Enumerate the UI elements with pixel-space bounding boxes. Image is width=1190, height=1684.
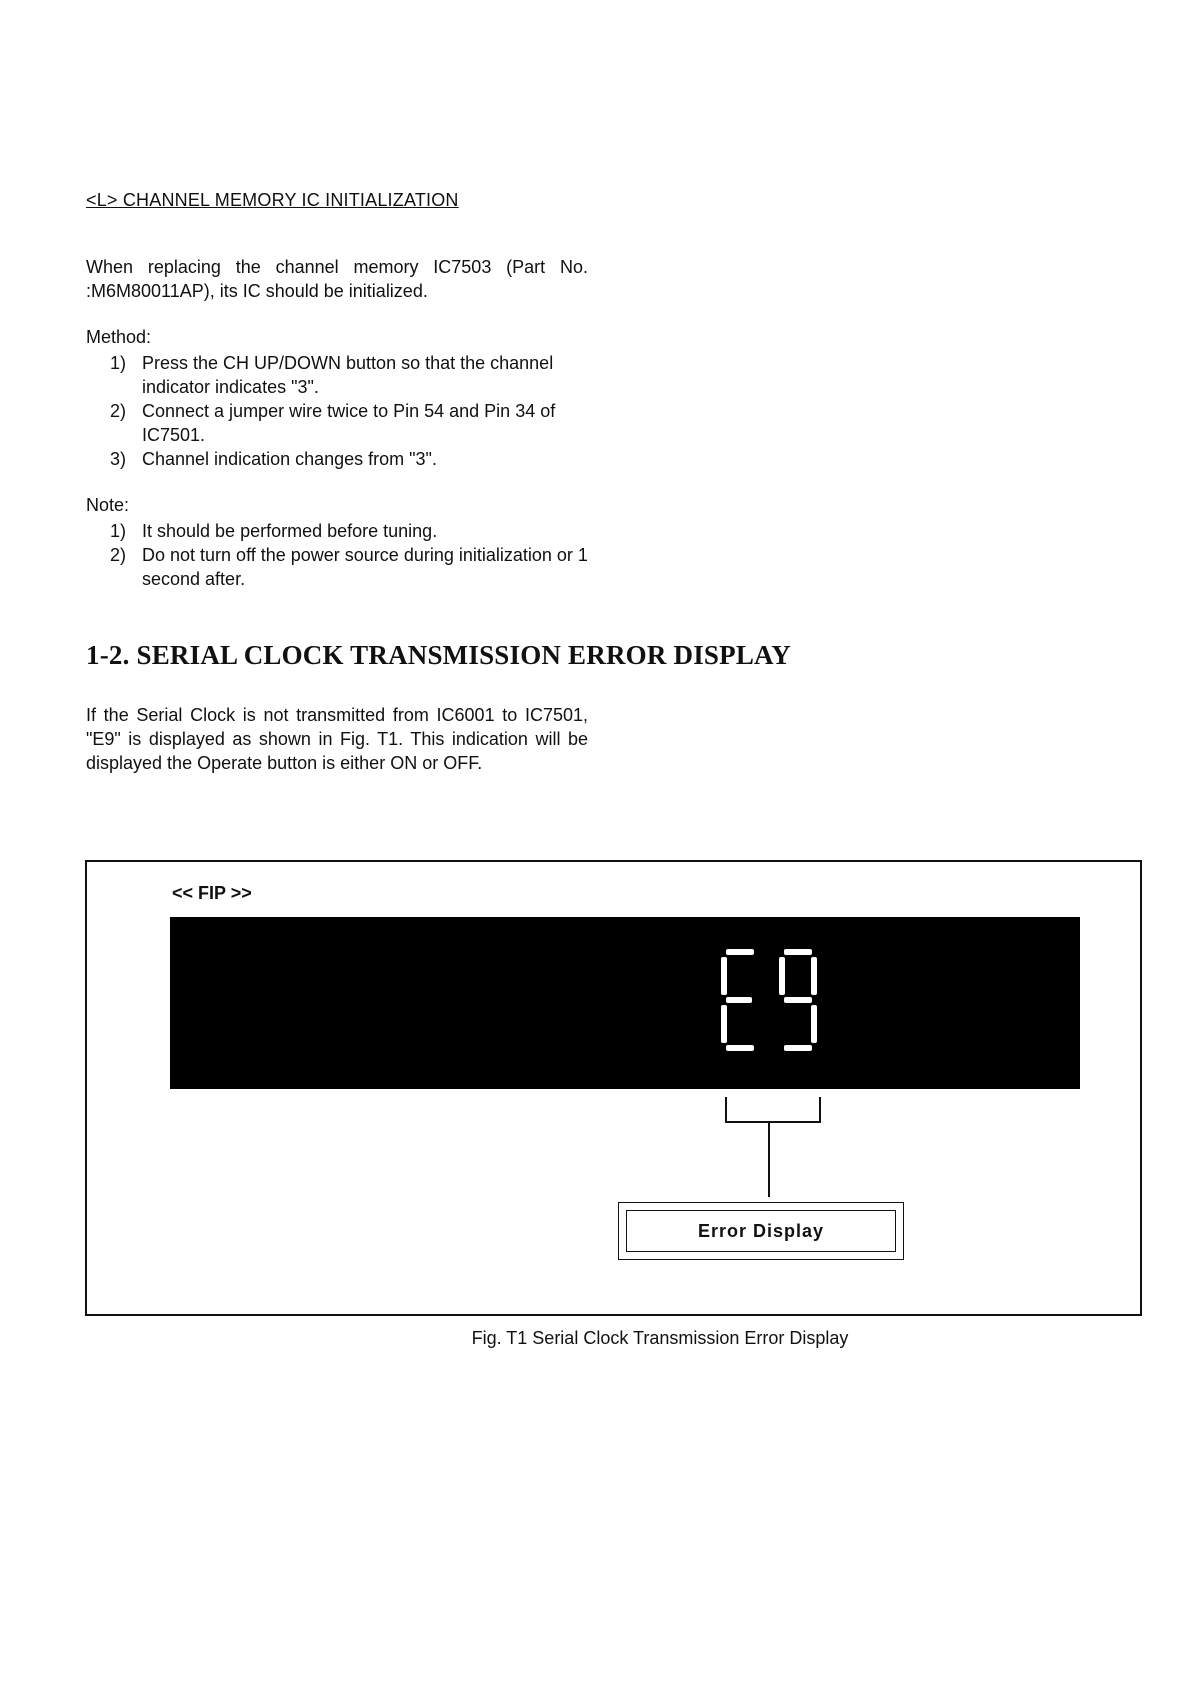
list-item	[110, 447, 590, 471]
step-text: Channel indication changes from "3".	[142, 449, 437, 469]
note-number: 2)	[110, 545, 127, 565]
segment	[726, 997, 752, 1003]
step-number: 1)	[110, 353, 127, 373]
note-list	[110, 519, 590, 591]
note-number: 1)	[110, 521, 127, 541]
fip-label: << FIP >>	[172, 883, 252, 903]
list-item	[110, 519, 590, 543]
list-item	[110, 399, 590, 447]
callout-line	[768, 1123, 770, 1197]
digit-9	[779, 949, 817, 1051]
step-text: Press the CH UP/DOWN button so that the channel indicator indicates "3".	[142, 353, 554, 397]
segment	[784, 1045, 812, 1051]
seven-segment-code	[170, 917, 1080, 1089]
step-number: 2)	[110, 401, 127, 421]
note-text: It should be performed before tuning.	[142, 521, 438, 541]
segment	[811, 957, 817, 995]
serial-clock-paragraph: If the Serial Clock is not transmitted from IC6001 to IC7501, "E9" is displayed as shown in Fig. T1. This indication will be displayed the Operate button is either ON or OFF.	[86, 705, 588, 773]
step-text: Connect a jumper wire twice to Pin 54 and Pin 34 of IC7501.	[142, 401, 556, 445]
callout-bracket	[725, 1097, 821, 1123]
error-display-callout	[618, 1202, 904, 1260]
note-text: Do not turn off the power source during initialization or 1 second after.	[142, 545, 588, 589]
segment	[784, 997, 812, 1003]
segment	[784, 949, 812, 955]
note-label: Note:	[86, 495, 130, 515]
segment	[726, 1045, 754, 1051]
list-item	[110, 543, 590, 591]
step-number: 3)	[110, 449, 127, 469]
fip-display-panel	[170, 917, 1080, 1089]
segment	[721, 957, 727, 995]
segment	[811, 1005, 817, 1043]
section-heading: 1-2. SERIAL CLOCK TRANSMISSION ERROR DISPLAY	[86, 640, 791, 670]
figure-caption: Fig. T1 Serial Clock Transmission Error Display	[471, 1328, 849, 1348]
method-label: Method:	[86, 327, 152, 347]
segment	[721, 1005, 727, 1043]
segment	[726, 949, 754, 955]
error-display-label: Error Display	[626, 1210, 896, 1252]
segment	[779, 957, 785, 995]
section-title: <L> CHANNEL MEMORY IC INITIALIZATION	[86, 190, 459, 210]
method-list	[110, 351, 590, 471]
digit-e	[721, 949, 754, 1051]
intro-paragraph: When replacing the channel memory IC7503 (Part No. :M6M80011AP), its IC should be initialized.	[86, 257, 588, 301]
list-item	[110, 351, 590, 399]
